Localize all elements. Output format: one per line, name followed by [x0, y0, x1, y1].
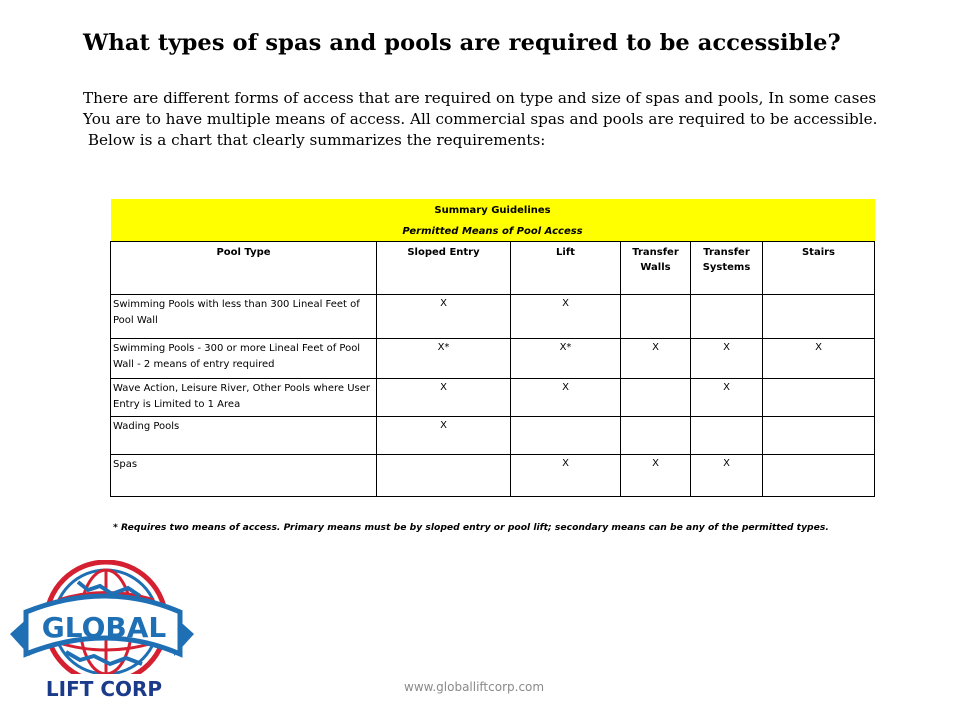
cell-transfer-walls: X — [621, 339, 691, 379]
cell-lift: X — [511, 455, 621, 497]
table-footnote: * Requires two means of access. Primary means must be by sloped entry or pool lift; secondary means can be any of the permitted types. — [113, 522, 829, 533]
col-header-transfer-walls: Transfer Walls — [621, 242, 691, 295]
cell-stairs — [763, 417, 875, 455]
table-row — [111, 295, 875, 339]
cell-sloped-entry: X* — [377, 339, 511, 379]
cell-lift: X — [511, 295, 621, 339]
col-header-transfer-systems: Transfer Systems — [691, 242, 763, 295]
cell-transfer-systems — [691, 417, 763, 455]
cell-stairs — [763, 295, 875, 339]
access-table — [110, 199, 875, 497]
col-header-lift: Lift — [511, 242, 621, 295]
table-row — [111, 417, 875, 455]
row-pool-type: Wading Pools — [111, 417, 377, 455]
cell-stairs — [763, 455, 875, 497]
col-header-pool-type: Pool Type — [111, 242, 377, 295]
row-pool-type: Spas — [111, 455, 377, 497]
row-pool-type: Swimming Pools with less than 300 Lineal Feet of Pool Wall — [111, 295, 377, 339]
cell-lift — [511, 417, 621, 455]
global-lift-corp-logo — [8, 560, 198, 710]
table-row — [111, 339, 875, 379]
intro-line-1: There are different forms of access that are required on type and size of spas and pools, In some cases — [83, 89, 877, 107]
cell-stairs — [763, 379, 875, 417]
table-subtitle: Permitted Means of Pool Access — [111, 221, 875, 242]
table-row — [111, 455, 875, 497]
cell-lift: X — [511, 379, 621, 417]
website-url: www.globalliftcorp.com — [404, 680, 545, 694]
page-title: What types of spas and pools are required to be accessible? — [83, 30, 841, 56]
table-header-row — [111, 242, 875, 295]
logo-word-lift-corp: LIFT CORP — [45, 677, 163, 701]
cell-transfer-walls — [621, 379, 691, 417]
cell-sloped-entry: X — [377, 379, 511, 417]
cell-sloped-entry — [377, 455, 511, 497]
col-header-sloped-entry: Sloped Entry — [377, 242, 511, 295]
intro-text — [83, 88, 953, 151]
cell-transfer-walls — [621, 295, 691, 339]
cell-transfer-walls: X — [621, 455, 691, 497]
intro-line-2: You are to have multiple means of access. All commercial spas and pools are required to be accessible. — [83, 110, 878, 128]
cell-transfer-systems: X — [691, 455, 763, 497]
col-header-stairs: Stairs — [763, 242, 875, 295]
row-pool-type: Swimming Pools - 300 or more Lineal Feet of Pool Wall - 2 means of entry required — [111, 339, 377, 379]
table-title: Summary Guidelines — [111, 199, 875, 221]
cell-lift: X* — [511, 339, 621, 379]
cell-sloped-entry: X — [377, 417, 511, 455]
cell-transfer-systems: X — [691, 379, 763, 417]
intro-line-3: Below is a chart that clearly summarizes the requirements: — [83, 131, 546, 149]
logo-word-global: GLOBAL — [41, 611, 167, 644]
cell-transfer-walls — [621, 417, 691, 455]
ribbon-banner — [10, 596, 194, 656]
row-pool-type: Wave Action, Leisure River, Other Pools where User Entry is Limited to 1 Area — [111, 379, 377, 417]
table-row — [111, 379, 875, 417]
cell-sloped-entry: X — [377, 295, 511, 339]
cell-stairs: X — [763, 339, 875, 379]
cell-transfer-systems: X — [691, 339, 763, 379]
cell-transfer-systems — [691, 295, 763, 339]
